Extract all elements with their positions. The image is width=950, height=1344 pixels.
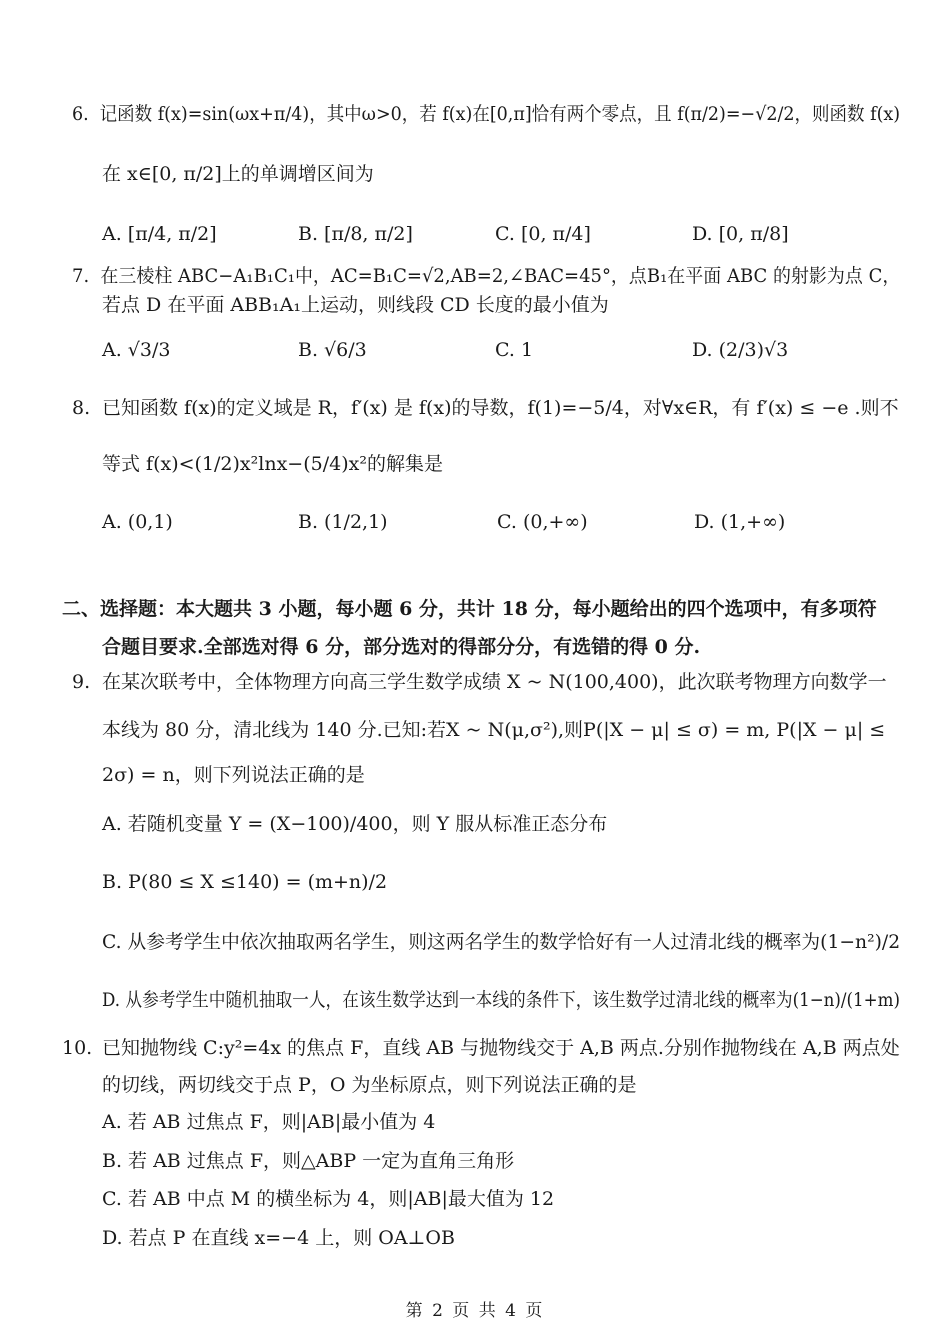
q9-option-d: D. 从参考学生中随机抽取一人，在该生数学达到一本线的条件下，该生数学过清北线的概率为(1−n)/(1+m) — [102, 989, 900, 1011]
q8-option-c: C. (0,+∞) — [497, 511, 588, 533]
section-2-instructions: 合题目要求.全部选对得 6 分，部分选对的得部分分，有选错的得 0 分. — [102, 636, 701, 658]
q7-text-1: 在三棱柱 ABC−A₁B₁C₁中，AC=B₁C=√2,AB=2,∠BAC=45°，点B₁在平面 ABC 的射影为点 C， — [100, 265, 901, 287]
q9-option-c: C. 从参考学生中依次抽取两名学生，则这两名学生的数学恰好有一人过清北线的概率为(1−n²)/2 — [102, 931, 901, 953]
q10-stem-line1 — [62, 1036, 900, 1060]
section-2-heading: 二、选择题：本大题共 3 小题，每小题 6 分，共计 18 分，每小题给出的四个选项中，有多项符 — [62, 598, 877, 620]
q9-stem-line3: 2σ) = n，则下列说法正确的是 — [102, 764, 365, 786]
q10-option-c: C. 若 AB 中点 M 的横坐标为 4，则|AB|最大值为 12 — [102, 1188, 555, 1210]
q10-option-b: B. 若 AB 过焦点 F，则△ABP 一定为直角三角形 — [102, 1150, 515, 1172]
q8-stem-line1 — [72, 396, 899, 420]
q6-option-c: C. [0, π/4] — [495, 223, 591, 245]
q10-text-1: 已知抛物线 C:y²=4x 的焦点 F，直线 AB 与抛物线交于 A,B 两点.分别作抛物线在 A,B 两点处 — [102, 1037, 900, 1059]
q8-option-d: D. (1,+∞) — [694, 511, 786, 533]
q8-text-1: 已知函数 f(x)的定义域是 R，f′(x) 是 f(x)的导数，f(1)=−5/4，对∀x∈R，有 f′(x) ≤ −e .则不 — [102, 397, 899, 419]
q6-option-b: B. [π/8, π/2] — [298, 223, 413, 245]
q9-stem-line2: 本线为 80 分，清北线为 140 分.已知:若X ~ N(μ,σ²),则P(|X − μ| ≤ σ) = m, P(|X − μ| ≤ — [102, 719, 886, 741]
q8-number: 8. — [72, 397, 91, 419]
q9-text-1: 在某次联考中，全体物理方向高三学生数学成绩 X ~ N(100,400)，此次联考物理方向数学一 — [102, 671, 887, 693]
q7-option-a: A. √3/3 — [102, 339, 171, 361]
q6-text-1: 记函数 f(x)=sin(ωx+π/4)，其中ω>0，若 f(x)在[0,π]恰有两个零点，且 f(π/2)=−√2/2，则函数 f(x) — [99, 103, 901, 125]
q9-stem-line1 — [72, 670, 887, 694]
q7-option-b: B. √6/3 — [298, 339, 367, 361]
q10-number: 10. — [62, 1037, 93, 1059]
q10-option-a: A. 若 AB 过焦点 F，则|AB|最小值为 4 — [102, 1111, 436, 1133]
q8-option-a: A. (0,1) — [102, 511, 173, 533]
q10-stem-line2: 的切线，两切线交于点 P，O 为坐标原点，则下列说法正确的是 — [102, 1074, 637, 1096]
q8-stem-line2: 等式 f(x)<(1/2)x²lnx−(5/4)x²的解集是 — [102, 453, 443, 475]
q7-option-c: C. 1 — [495, 339, 534, 361]
q9-option-b: B. P(80 ≤ X ≤140) = (m+n)/2 — [102, 871, 388, 893]
q10-option-d: D. 若点 P 在直线 x=−4 上，则 OA⊥OB — [102, 1227, 455, 1249]
q9-option-a: A. 若随机变量 Y = (X−100)/400，则 Y 服从标准正态分布 — [102, 813, 608, 835]
q6-option-d: D. [0, π/8] — [692, 223, 789, 245]
q6-option-a: A. [π/4, π/2] — [102, 223, 217, 245]
q6-stem-line1 — [72, 102, 900, 126]
page-footer: 第 2 页 共 4 页 — [405, 1301, 545, 1321]
q7-stem-line2: 若点 D 在平面 ABB₁A₁上运动，则线段 CD 长度的最小值为 — [102, 294, 609, 316]
q7-stem-line1 — [72, 264, 900, 288]
q7-option-d: D. (2/3)√3 — [692, 339, 789, 361]
q8-option-b: B. (1/2,1) — [298, 511, 388, 533]
q9-number: 9. — [72, 671, 91, 693]
q6-number: 6. — [72, 103, 89, 125]
q6-stem-line2: 在 x∈[0, π/2]上的单调增区间为 — [102, 163, 374, 185]
q7-number: 7. — [72, 265, 90, 287]
